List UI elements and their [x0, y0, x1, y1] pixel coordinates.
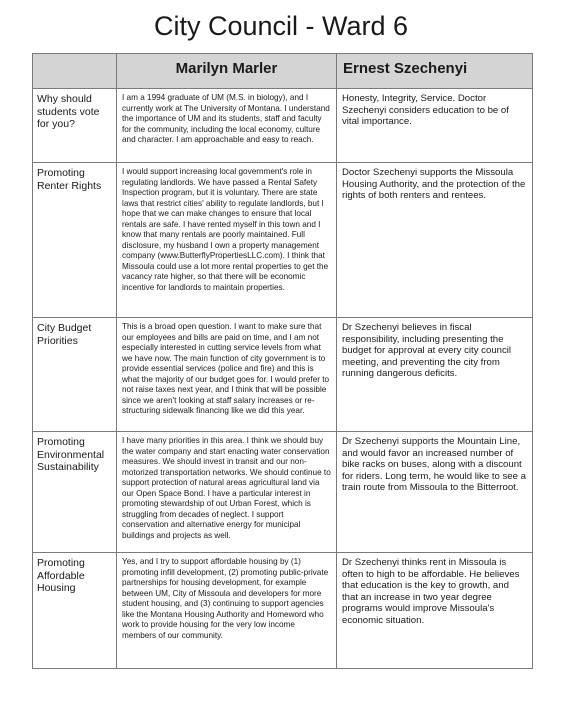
row-topic: Promoting Renter Rights: [33, 163, 117, 318]
marler-answer: I am a 1994 graduate of UM (M.S. in biology), and I currently work at The University of Montana. I understand the importance of UM and its students, staff and faculty for the community, including the local economy, culture and character. I am approachable and easy to reach.: [117, 89, 337, 163]
page-title: City Council - Ward 6: [153, 11, 409, 41]
header-row: [33, 54, 533, 89]
table-row: [33, 163, 533, 318]
table-row: [33, 318, 533, 432]
header-blank-cell: [33, 54, 117, 89]
marler-answer: Yes, and I try to support affordable housing by (1) promoting infill development, (2) promoting public-private partnerships for housing development, for example between UM, City of Missoula and developers for more student housing, and (3) continuing to support agencies like the Montana Housing Authority and Homeword who work to provide housing for the very low income members of our community.: [117, 553, 337, 669]
comparison-table: [32, 53, 533, 669]
candidate-header-szechenyi: Ernest Szechenyi: [337, 54, 533, 89]
candidate-header-marler: Marilyn Marler: [117, 54, 337, 89]
table-row: [33, 553, 533, 669]
row-topic: Why should students vote for you?: [33, 89, 117, 163]
row-topic: Promoting Affordable Housing: [33, 553, 117, 669]
marler-answer: I have many priorities in this area. I think we should buy the water company and start enacting water conservation measures. We should invest in transit and our non-motorized transportation networks. We should continue to support protection of natural areas agricultural land via our Open Space Bond. I have a particular interest in promoting stewardship of out Urban Forest, which is struggling from decades of neglect. I support conservation and alternative energy for municipal buildings and projects as well.: [117, 432, 337, 553]
table-row: [33, 432, 533, 553]
szechenyi-answer: Dr Szechenyi supports the Mountain Line, and would favor an increased number of bike racks on buses, along with a discount for riders. Long term, he would like to see a train route from Missoula to the Bitterroot.: [337, 432, 533, 553]
szechenyi-answer: Dr Szechenyi believes in fiscal responsibility, including presenting the budget for approval at every city council meeting, and preventing the city from running dangerous deficits.: [337, 318, 533, 432]
szechenyi-answer: Doctor Szechenyi supports the Missoula Housing Authority, and the protection of the rights of both renters and rentees.: [337, 163, 533, 318]
marler-answer: This is a broad open question. I want to make sure that our employees and bills are paid on time, and I am not especially interested in cutting service levels from what we have now. The main function of city government is to provide essential services (police and fire) and this is what the majority of our budget goes for. I would prefer to not raise taxes next year, and I think that will be possible since we aren't looking at staff salary increases or re-structuring sidewalk financing like we did this year.: [117, 318, 337, 432]
row-topic: Promoting Environmental Sustainability: [33, 432, 117, 553]
row-topic: City Budget Priorities: [33, 318, 117, 432]
table-row: [33, 89, 533, 163]
szechenyi-answer: Dr Szechenyi thinks rent in Missoula is often to high to be affordable. He believes that education is the key to growth, and that an increase in two year degree programs would improve Missoula's economic situation.: [337, 553, 533, 669]
szechenyi-answer: Honesty, Integrity, Service. Doctor Szechenyi considers education to be of vital importance.: [337, 89, 533, 163]
marler-answer: I would support increasing local government's role in regulating landlords. We have passed a Rental Safety Inspection program, but it is voluntary. There are state laws that restrict cities' ability to regulate landlords, but I hope that we can make changes to ensure that local rentals are safe. I have rented myself in this town and I know that many rentals are poorly maintained. Full disclosure, my husband I own a property management company (www.ButterflyPropertiesLLC.com). I think that Missoula could use a lot more rental properties to get the vacancy rate higher, so that there will be economic incentive for landlords to maintain properties.: [117, 163, 337, 318]
